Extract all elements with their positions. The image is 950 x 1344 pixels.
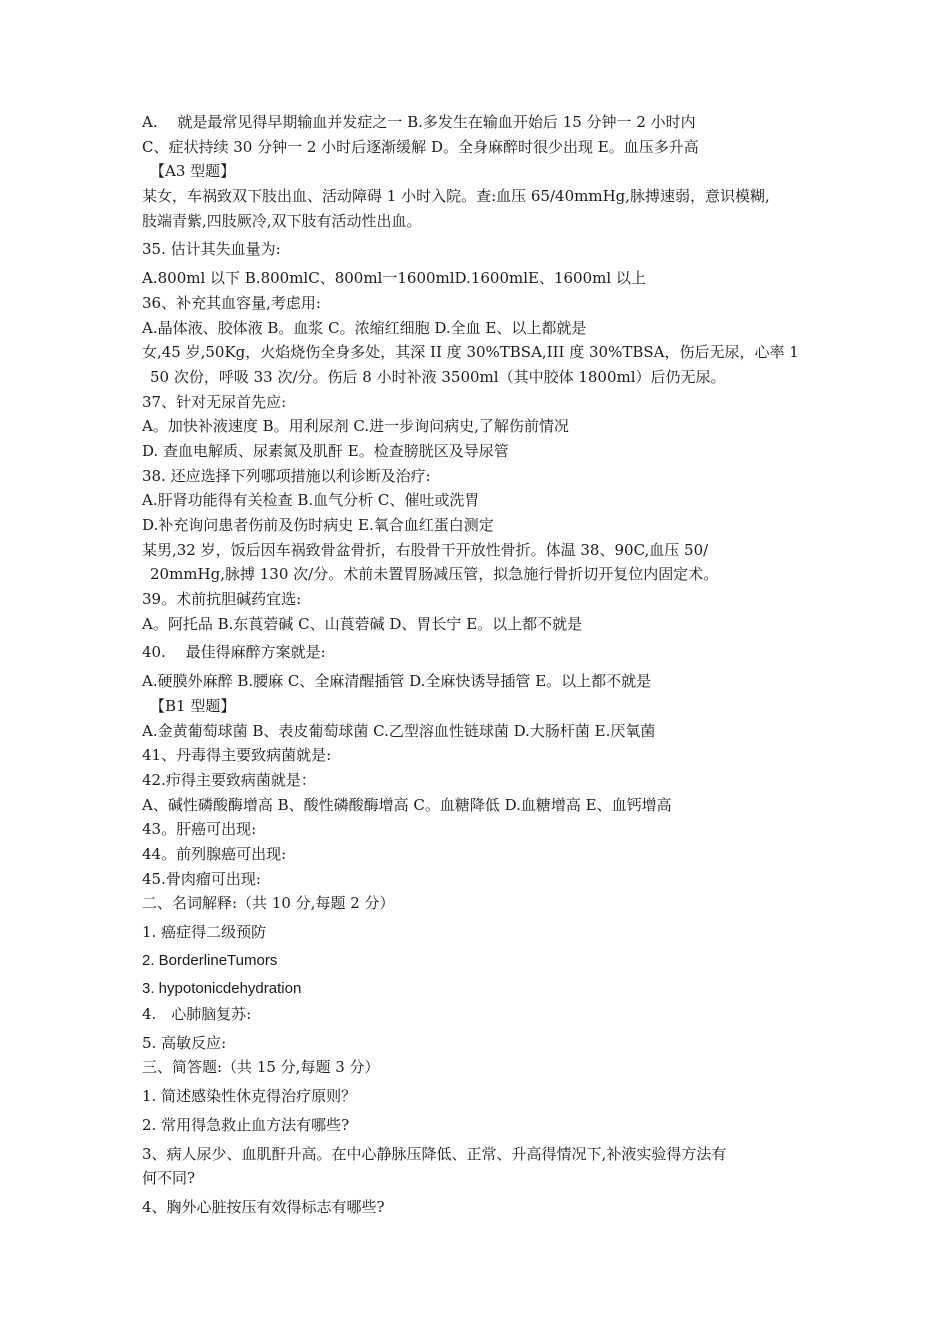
question-line: 36、补充其血容量,考虑用: bbox=[142, 293, 321, 312]
question-line: 37、针对无尿首先应: bbox=[142, 392, 287, 411]
question-line: 44。前列腺癌可出现: bbox=[142, 844, 287, 863]
section-heading: 【B1 型题】 bbox=[150, 696, 236, 715]
text-line: C、症状持续 30 分钟一 2 小时后逐渐缓解 D。全身麻醉时很少出现 E。血压多升高 bbox=[142, 137, 699, 156]
options-line: A.800ml 以下 B.800mlC、800ml一1600mlD.1600mlE、1600ml 以上 bbox=[142, 269, 646, 288]
question-line: 4. 心肺脑复苏: bbox=[142, 1005, 252, 1024]
document-body bbox=[142, 110, 822, 1220]
text-line: 肢端青紫,四肢厥冷,双下肢有活动性出血。 bbox=[142, 211, 422, 230]
question-line: 35. 估计其失血量为: bbox=[142, 240, 281, 259]
question-line: 41、丹毒得主要致病菌就是: bbox=[142, 746, 332, 765]
text-line: 某女，车祸致双下肢出血、活动障碍 1 小时入院。查:血压 65/40mmHg,脉搏速弱，意识模糊, bbox=[142, 187, 770, 206]
question-line: 40. 最佳得麻醉方案就是: bbox=[142, 643, 326, 662]
question-line: 2. BorderlineTumors bbox=[142, 951, 278, 969]
question-line: 42.疖得主要致病菌就是： bbox=[142, 770, 316, 789]
question-line: 5. 高敏反应: bbox=[142, 1033, 227, 1052]
text-line: 20mmHg,脉搏 130 次/分。术前未置胃肠减压管，拟急施行骨折切开复位内固定术。 bbox=[150, 565, 719, 584]
options-line: D. 查血电解质、尿素氮及肌酐 E。检查膀胱区及导尿管 bbox=[142, 441, 509, 460]
options-line: D.补充询问患者伤前及伤时病史 E.氧合血红蛋白测定 bbox=[142, 516, 494, 534]
text-line: 女,45 岁,50Kg，火焰烧伤全身多处，其深 II 度 30%TBSA,III 度 30%TBSA，伤后无尿，心率 1 bbox=[142, 343, 799, 362]
question-line: 43。肝癌可出现: bbox=[142, 820, 257, 839]
text-line: A. 就是最常见得早期输血并发症之一 B.多发生在输血开始后 15 分钟一 2 小时内 bbox=[142, 113, 696, 131]
question-line: 39。术前抗胆碱药宜选: bbox=[142, 590, 302, 609]
question-line: 1. 癌症得二级预防 bbox=[142, 923, 267, 941]
options-line: A.肝肾功能得有关检查 B.血气分析 C、催吐或洗胃 bbox=[142, 491, 480, 510]
section-heading: 三、简答题:（共 15 分,每题 3 分） bbox=[142, 1058, 380, 1077]
options-line: A。加快补液速度 B。用利尿剂 C.进一步询问病史,了解伤前情况 bbox=[142, 417, 569, 436]
section-heading: 【A3 型题】 bbox=[150, 162, 236, 181]
options-line: A.金黄葡萄球菌 B、表皮葡萄球菌 C.乙型溶血性链球菌 D.大肠杆菌 E.厌氧菌 bbox=[142, 721, 656, 740]
question-line: 38. 还应选择下列哪项措施以利诊断及治疗: bbox=[142, 466, 431, 485]
question-line: 3、病人尿少、血肌酐升高。在中心静脉压降低、正常、升高得情况下,补液实验得方法有 bbox=[142, 1144, 727, 1163]
question-line: 何不同? bbox=[142, 1169, 196, 1188]
options-line: A。阿托品 B.东莨菪碱 C、山莨菪碱 D、胃长宁 E。以上都不就是 bbox=[142, 614, 583, 633]
question-line: 3. hypotonicdehydration bbox=[142, 980, 302, 998]
section-heading: 二、名词解释:（共 10 分,每题 2 分） bbox=[142, 894, 395, 913]
question-line: 1. 简述感染性休克得治疗原则？ bbox=[142, 1087, 357, 1106]
question-line: 4、胸外心脏按压有效得标志有哪些? bbox=[142, 1197, 385, 1216]
text-line: 50 次份，呼吸 33 次/分。伤后 8 小时补液 3500ml（其中胶体 1800ml）后仍无尿。 bbox=[150, 367, 726, 386]
text-line: 某男,32 岁，饭后因车祸致骨盆骨折，右股骨干开放性骨折。体温 38、90C,血压 50/ bbox=[142, 540, 709, 559]
options-line: A.硬膜外麻醉 B.腰麻 C、全麻清醒插管 D.全麻快诱导插管 E。以上都不就是 bbox=[142, 672, 652, 691]
question-line: 2. 常用得急救止血方法有哪些? bbox=[142, 1115, 350, 1134]
options-line: A.晶体液、胶体液 B。血浆 C。浓缩红细胞 D.全血 E、以上都就是 bbox=[142, 318, 587, 337]
options-line: A、碱性磷酸酶增高 B、酸性磷酸酶增高 C。血糖降低 D.血糖增高 E、血钙增高 bbox=[142, 795, 672, 814]
question-line: 45.骨肉瘤可出现: bbox=[142, 869, 261, 888]
